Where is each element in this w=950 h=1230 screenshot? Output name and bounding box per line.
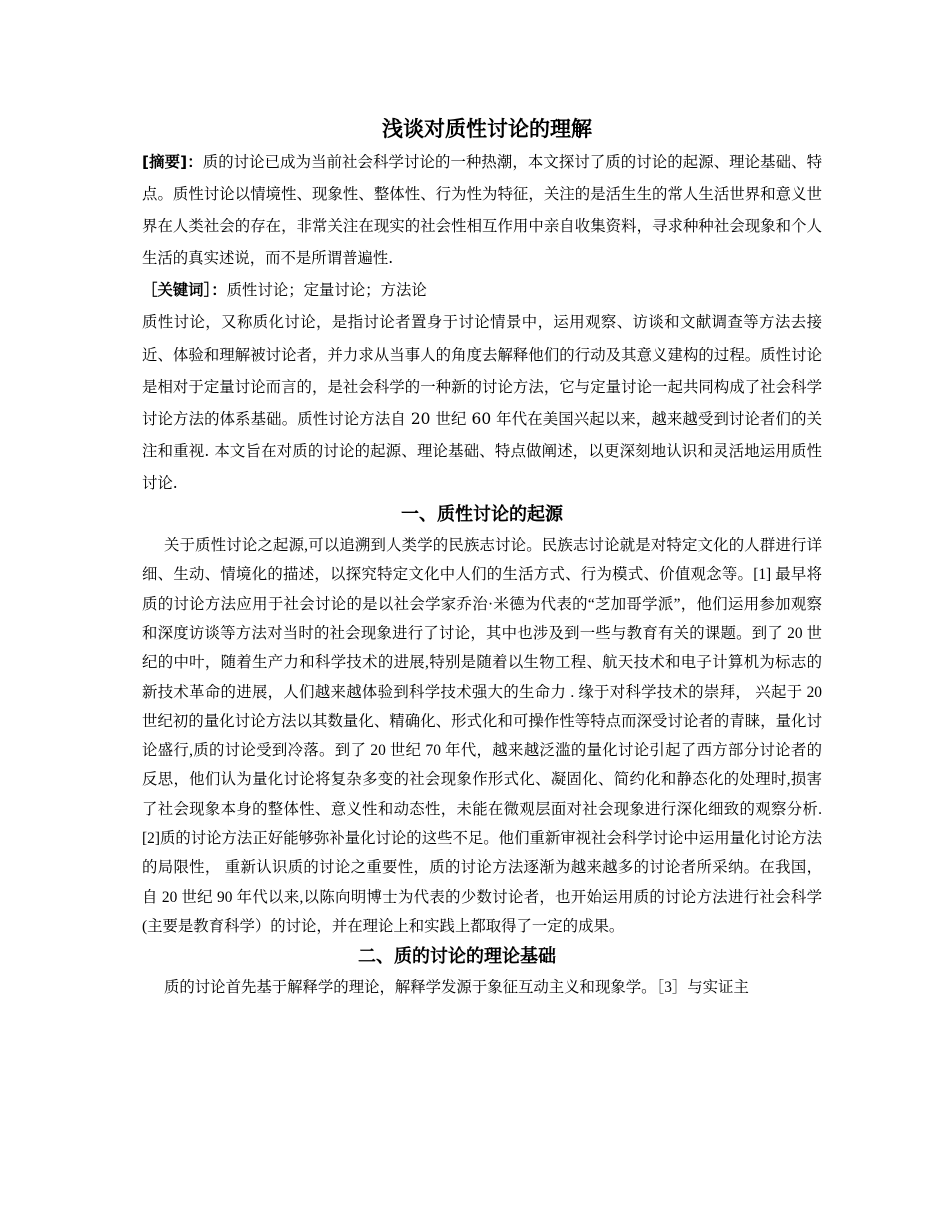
abstract-label: [摘要]： [142, 153, 203, 171]
keywords-text: 质性讨论；定量讨论；方法论 [226, 281, 427, 300]
keywords-paragraph [142, 274, 822, 306]
abstract-paragraph [142, 146, 822, 274]
section-body-origin: 关于质性讨论之起源,可以追溯到人类学的民族志讨论。民族志讨论就是对特定文化的人群进行详细、生动、情境化的描述，以探究特定文化中人们的生活方式、行为模式、价值观念等。[1] 最早将质的讨论方法应用于社会讨论的是以社会学家乔治·米德为代表的“芝加哥学派”，他们运用参加观察和深度访谈等方法对当时的社会现象进行了讨论，其中也涉及到一些与教育有关的课题。到了 20 世纪的中叶，随着生产力和科学技术的进展,特别是随着以生物工程、航天技术和电子计算机为标志的新技术革命的进展，人们越来越体验到科学技术强大的生命力 . 缘于对科学技术的崇拜， 兴起于 20 世纪初的量化讨论方法以其数量化、精确化、形式化和可操作性等特点而深受讨论者的青睐，量化讨论盛行,质的讨论受到冷落。到了 20 世纪 70 年代，越来越泛滥的量化讨论引起了西方部分讨论者的反思，他们认为量化讨论将复杂多变的社会现象作形式化、凝固化、简约化和静态化的处理时,损害了社会现象本身的整体性、意义性和动态性，未能在微观层面对社会现象进行深化细致的观察分析. [2]质的讨论方法正好能够弥补量化讨论的这些不足。他们重新审视社会科学讨论中运用量化讨论方法的局限性， 重新认识质的讨论之重要性，质的讨论方法逐渐为越来越多的讨论者所采纳。在我国，自 20 世纪 90 年代以来,以陈向明博士为代表的少数讨论者，也开始运用质的讨论方法进行社会科学(主要是教育科学）的讨论，并在理论上和实践上都取得了一定的成果。 [142, 537, 822, 935]
section-heading-origin: 一、质性讨论的起源 [401, 504, 563, 526]
abstract-text: 质的讨论已成为当前社会科学讨论的一种热潮，本文探讨了质的讨论的起源、理论基础、特点。质性讨论以情境性、现象性、整体性、行为性为特征，关注的是活生生的常人生活世界和意义世界在人类社会的存在，非常关注在现实的社会性相互作用中亲自收集资料，寻求种种社会现象和个人生活的真实述说，而不是所谓普遍性. [142, 153, 822, 268]
document-page [142, 112, 822, 1002]
intro-paragraph: 质性讨论，又称质化讨论，是指讨论者置身于讨论情景中，运用观察、访谈和文献调查等方法去接近、体验和理解被讨论者，并力求从当事人的角度去解释他们的行动及其意义建构的过程。质性讨论是相对于定量讨论而言的，是社会科学的一种新的讨论方法，它与定量讨论一起共同构成了社会科学讨论方法的体系基础。质性讨论方法自 20 世纪 60 年代在美国兴起以来，越来越受到讨论者们的关注和重视. 本文旨在对质的讨论的起源、理论基础、特点做阐述，以更深刻地认识和灵活地运用质性讨论. [142, 313, 822, 492]
keywords-label: ［关键词］： [142, 281, 227, 300]
section-body-theory: 质的讨论首先基于解释学的理论，解释学发源于象征互动主义和现象学。［3］与实证主 [164, 979, 749, 997]
document-title: 浅谈对质性讨论的理解 [382, 117, 592, 141]
section-heading-theory: 二、质的讨论的理论基础 [358, 946, 556, 968]
